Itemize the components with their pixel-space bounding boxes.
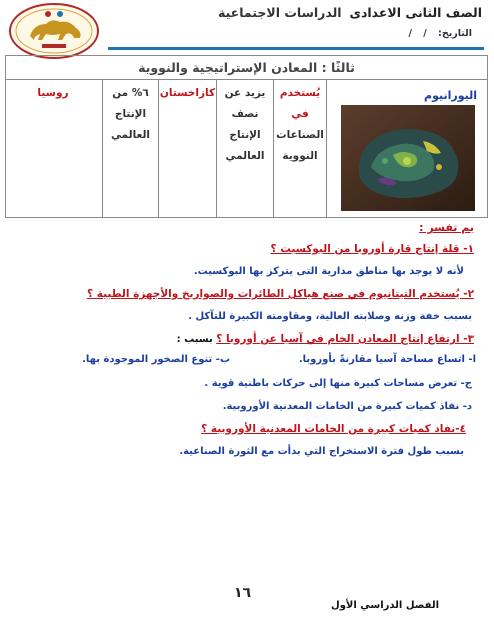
- answer-2: بسبب خفة وزنه وصلابته العالية، ومقاومته الكبيرة للتآكل .: [188, 311, 472, 322]
- producer-cell: [158, 80, 216, 217]
- cell-line: العالمي: [110, 129, 151, 141]
- cell-line: روسيا: [37, 87, 69, 99]
- school-logo: [4, 2, 108, 60]
- answer-4: بسبب طول فترة الاستخراج التي بدأت مع الثورة الصناعية.: [179, 446, 464, 457]
- uranium-ore-photo: [341, 105, 475, 211]
- question-3: ٣- ارتفاع إنتاج المعادن الخام في آسيا عن أوروبا ؟: [216, 333, 474, 345]
- minerals-table: [5, 55, 488, 218]
- date-label: التاريخ:: [438, 28, 472, 39]
- answer-3c: ج- تعرض مساحات كبيرة منها إلى حركات باطنية قوية .: [204, 378, 472, 389]
- use-cell: [273, 80, 326, 217]
- mineral-cell: [326, 80, 487, 217]
- date-line: [408, 28, 472, 39]
- mineral-name: اليورانيوم: [424, 89, 477, 102]
- grade-title: الصف الثانى الاعدادى: [349, 5, 482, 20]
- term-label: الفصل الدراسي الأول: [331, 600, 439, 611]
- question-3-line: [177, 333, 474, 345]
- table-title: ثالثًا : المعادن الإستراتيجية والنووية: [6, 56, 487, 80]
- question-4: ٤-نفاد كميات كبيرة من الخامات المعدنية الأوروبية ؟: [201, 423, 466, 435]
- share-cell: [216, 80, 273, 217]
- date-separator: /: [423, 28, 427, 39]
- question-3-suffix: بسبب :: [176, 334, 217, 345]
- cell-line: الإنتاج: [229, 129, 261, 141]
- date-separator: /: [408, 28, 412, 39]
- question-1: ١- قلة إنتاج قارة أوروبا من البوكسيت ؟: [270, 243, 474, 255]
- section-heading: بم تفسر :: [419, 221, 474, 234]
- answer-1: لأنه لا يوجد بها مناطق مدارية التى يتركز بها البوكسيت.: [193, 266, 464, 277]
- cell-line: العالمي: [225, 150, 265, 162]
- cell-line: النووية: [282, 150, 318, 162]
- cell-line: يُستخدم في: [279, 87, 321, 120]
- answer-3d: د- نفاذ كميات كبيرة من الخامات المعدنية الأوروبية.: [222, 401, 472, 412]
- cell-line: نصف: [231, 108, 259, 120]
- page-number: ١٦: [234, 585, 252, 601]
- header-rule: [108, 47, 484, 50]
- cell-line: الإنتاج: [114, 108, 147, 120]
- answer-3a: ا- اتساع مساحة آسيا مقارنةً بأوروبا.: [298, 354, 476, 365]
- country-cell: [4, 80, 102, 217]
- percent-cell: [102, 80, 158, 217]
- question-2: ٢- يُستخدم التيتانيوم في صنع هياكل الطائرات والصواريخ والأجهزة الطبية ؟: [87, 288, 474, 300]
- cell-line: الصناعات: [276, 129, 324, 141]
- subject-title: الدراسات الاجتماعية: [218, 5, 342, 20]
- cell-line: ٦% من: [112, 87, 149, 99]
- cell-line: كازاخستان: [159, 87, 216, 99]
- cell-line: يزيد عن: [224, 87, 266, 99]
- answer-3b: ب- تنوع الصخور الموجودة بها.: [82, 354, 230, 365]
